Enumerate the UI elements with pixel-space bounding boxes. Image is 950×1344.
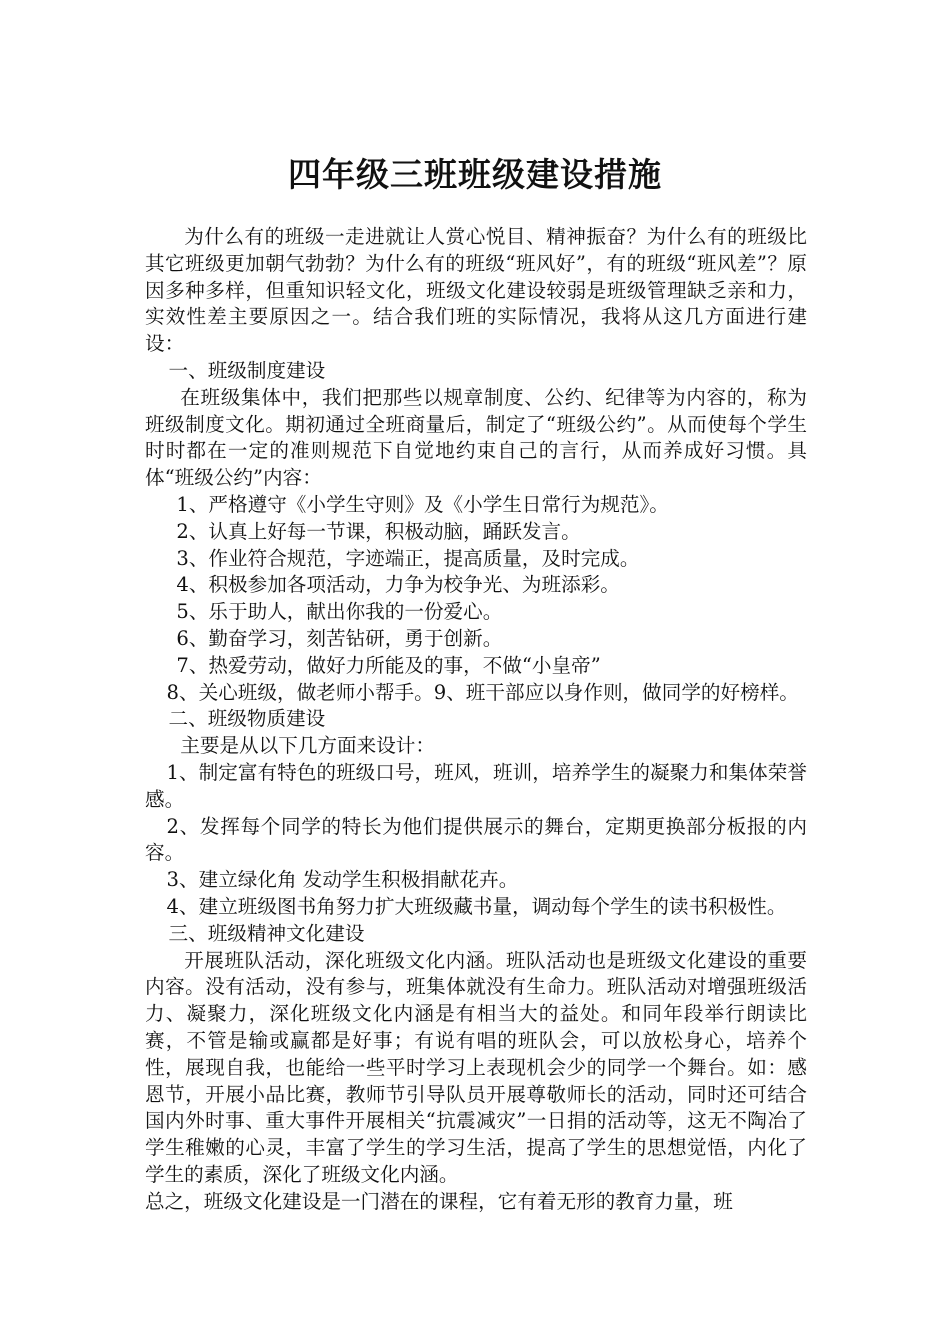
section-heading-material: 二、班级物质建设 [168, 707, 326, 731]
section-heading-system: 一、班级制度建设 [168, 358, 326, 382]
convention-item: 2、认真上好每一节课，积极动脑，踊跃发言。 [176, 519, 581, 543]
material-item: 1、制定富有特色的班级口号，班风，班训，培养学生的凝聚力和集体荣誉感。 [145, 760, 807, 811]
conclusion-paragraph: 总之，班级文化建设是一门潜在的课程，它有着无形的教育力量，班 [145, 1189, 733, 1213]
convention-item: 5、乐于助人，献出你我的一份爱心。 [176, 600, 503, 624]
material-intro: 主要是从以下几方面来设计： [180, 734, 435, 758]
convention-item: 7、热爱劳动，做好力所能及的事，不做“小皇帝” [176, 653, 601, 677]
section-heading-spirit: 三、班级精神文化建设 [168, 921, 365, 945]
system-paragraph: 在班级集体中，我们把那些以规章制度、公约、纪律等为内容的，称为班级制度文化。期初通过全班商量后，制定了“班级公约”。从而使每个学生时时都在一定的准则规范下自觉地约束自己的言行，从而养成好习惯。具体“班级公约”内容： [145, 385, 807, 490]
convention-item: 1、严格遵守《小学生守则》及《小学生日常行为规范》。 [176, 492, 669, 516]
material-item: 4、建立班级图书角努力扩大班级藏书量，调动每个学生的读书积极性。 [166, 894, 787, 918]
convention-item: 6、勤奋学习，刻苦钻研，勇于创新。 [176, 626, 503, 650]
intro-paragraph: 为什么有的班级一走进就让人赏心悦目、精神振奋？为什么有的班级比其它班级更加朝气勃勃？为什么有的班级“班风好”，有的班级“班风差”？原因多种多样，但重知识轻文化，班级文化建设较弱是班级管理缺乏亲和力，实效性差主要原因之一。结合我们班的实际情况，我将从这几方面进行建设： [145, 225, 807, 356]
spirit-paragraph: 开展班队活动，深化班级文化内涵。班队活动也是班级文化建设的重要内容。没有活动，没有参与，班集体就没有生命力。班队活动对增强班级活力、凝聚力，深化班级文化内涵是有相当大的益处。和同年段举行朗读比赛，不管是输或赢都是好事；有说有唱的班队会，可以放松身心，培养个性，展现自我，也能给一些平时学习上表现机会少的同学一个舞台。如：感恩节，开展小品比赛，教师节引导队员开展尊敬师长的活动，同时还可结合国内外时事、重大事件开展相关“抗震减灾”一日捐的活动等，这无不陶冶了学生稚嫩的心灵，丰富了学生的学习生活，提高了学生的思想觉悟，内化了学生的素质，深化了班级文化内涵。 [145, 948, 807, 1186]
convention-item: 3、作业符合规范，字迹端正，提高质量，及时完成。 [176, 546, 640, 570]
material-item: 2、发挥每个同学的特长为他们提供展示的舞台，定期更换部分板报的内容。 [145, 814, 807, 865]
material-item: 3、建立绿化角 发动学生积极捐献花卉。 [166, 868, 519, 892]
document-title: 四年级三班班级建设措施 [288, 155, 662, 194]
convention-item: 8、关心班级，做老师小帮手。9、班干部应以身作则，做同学的好榜样。 [166, 680, 799, 704]
convention-item: 4、积极参加各项活动，力争为校争光、为班添彩。 [176, 573, 620, 597]
document-body [145, 224, 807, 1215]
